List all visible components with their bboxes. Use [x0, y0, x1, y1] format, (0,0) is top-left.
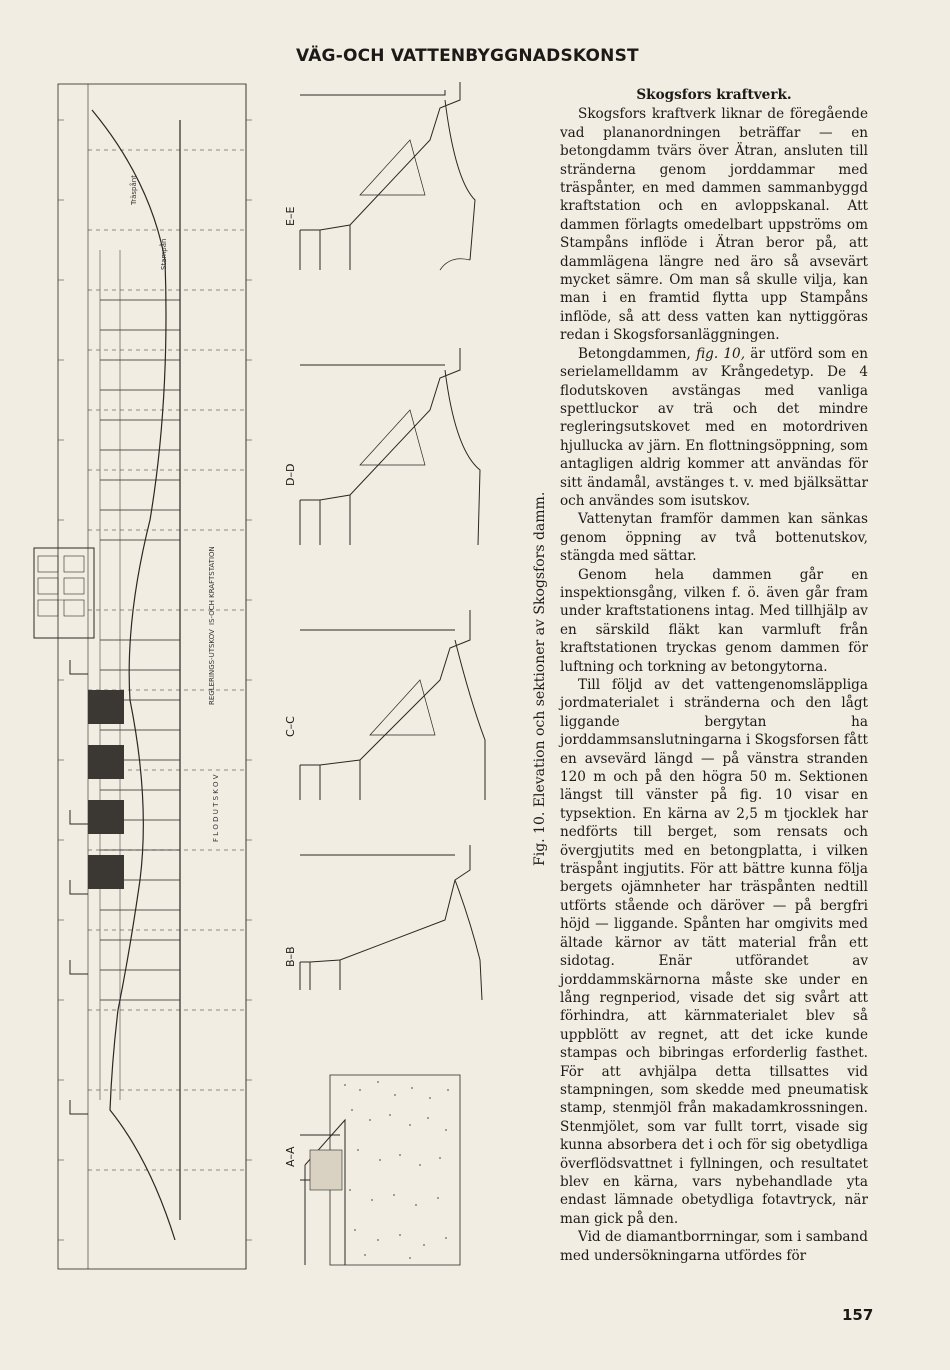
- paragraph-2: [560, 345, 868, 511]
- elevation-frame: [58, 84, 246, 1269]
- section-c-c: [300, 610, 485, 800]
- section-a-a: [300, 1075, 460, 1265]
- article-column: [560, 86, 868, 1265]
- bedrock-profile: [92, 110, 175, 1240]
- earth-fill-stipple: [344, 1081, 449, 1259]
- section-label-d-d: D–D: [284, 463, 297, 486]
- paragraph-5: Till följd av det vattengenomsläppliga jordmaterialet i stränderna och den lågt liggande bergytan ha jorddammsanslutningarna i Skogsforsen fått en avsevärd längd — på vänstra stranden 120 m och på den högra 50 m. Sektionen längst till vänster på fig. 10 visar en typsektion. En kärna av 2,5 m tjocklek har nedförts till berget, som rensats och övergjutits med en betongplatta, i vilken träspånt ingjutits. För att bättre kunna följa bergets ojämnheter har träspånten nedtill utförts stående och däröver — på bergfri höjd — liggande. Spånten har omgivits med ältade kärnor av tätt material från ett sidotag. Enär utförandet av jorddammskärnorna måste ske under en lång regnperiod, visade det sig svårt att förhindra, att kärnmaterialet blev så uppblött av regnet, att det icke kunde stampas och bibringas erforderlig fasthet. För att avhjälpa detta tillsattes vid stampningen, som skedde med pneumatisk stamp, stenmjöl från makadamkrossningen. Stenmjölet, som var fullt torrt, visade sig kunna absorbera det i och för sig obetydliga överflödsvattnet i fyllningen, och resultatet blev en kärna, vars nybehandlade yta endast lämnade obetydliga fotavtryck, när man gick på den.: [560, 677, 868, 1227]
- section-e-e: [300, 82, 475, 270]
- label-stampan: Stampån: [160, 238, 168, 270]
- paragraph-2-rest: är utförd som en serielamelldamm av Krångedetyp. De 4 flodutskoven avstängas med vanliga spettluckor av trä och det mindre regleringsutskovet med en motordriven hjullucka av järn. En flottningsöppning, som antagligen aldrig kommer att användas för sitt ändamål, avstänges t. v. med bjälksättar och användes som isutskov.: [560, 345, 869, 509]
- paragraph-6: Vid de diamantborrningar, som i samband med undersökningarna utfördes för: [560, 1229, 868, 1264]
- lamella-columns: [100, 300, 180, 1000]
- label-traspant: Träspånt: [130, 175, 138, 205]
- label-regleringsutskov: REGLERINGS-UTSKOV: [208, 629, 216, 705]
- label-kraftstation: IS-OCH KRAFTSTATION: [208, 546, 216, 625]
- chainage-lines: [88, 150, 246, 1170]
- section-label-c-c: C–C: [284, 716, 297, 737]
- page-number: 157: [842, 1306, 874, 1324]
- section-markers: [70, 660, 88, 1114]
- paragraph-4: Genom hela dammen går en inspektionsgång, vilken f. ö. även går fram under kraftstationens intag. Med tillhjälp av en särskild fläkt kan varmluft från kraftstationen tryckas genom dammen för luftning och torkning av betongytorna.: [560, 566, 868, 675]
- section-label-a-a: A–A: [284, 1146, 297, 1167]
- section-label-b-b: B–B: [284, 946, 297, 967]
- spillway-gates: [88, 690, 124, 889]
- article-heading: Skogsfors kraftverk.: [636, 87, 792, 103]
- paragraph-2-start: Betongdammen,: [578, 345, 691, 362]
- figure-reference: fig. 10,: [696, 345, 746, 362]
- section-d-d: [300, 348, 480, 545]
- section-b-b: [300, 845, 482, 1000]
- label-flodutskov: F L O D U T S K O V: [212, 774, 220, 842]
- figure-caption: Fig. 10. Elevation och sektioner av Skogsfors damm.: [532, 491, 548, 866]
- page-header: VÄG-OCH VATTENBYGGNADSKONST: [296, 46, 639, 66]
- section-label-e-e: E–E: [284, 206, 297, 226]
- paragraph-3: Vattenytan framför dammen kan sänkas genom öppning av två bottenutskov, stängda med sättar.: [560, 511, 868, 565]
- paragraph-1: Skogsfors kraftverk liknar de föregående vad plananordningen beträffar — en betongdamm tvärs över Ätran, ansluten till stränderna genom jorddammar med träspånter, en med dammen sammanbyggd kraftstation och en avloppskanal. Att dammen förlagts omedelbart uppströms om Stampåns inflöde i Ätran beror på, att dammlägena längre ned äro så avsevärt mycket sämre. Om man så skulle vilja, kan man i en framtid flytta upp Stampåns inflöde, så att dess vatten kan nyttiggöras redan i Skogsforsanläggningen.: [560, 106, 868, 344]
